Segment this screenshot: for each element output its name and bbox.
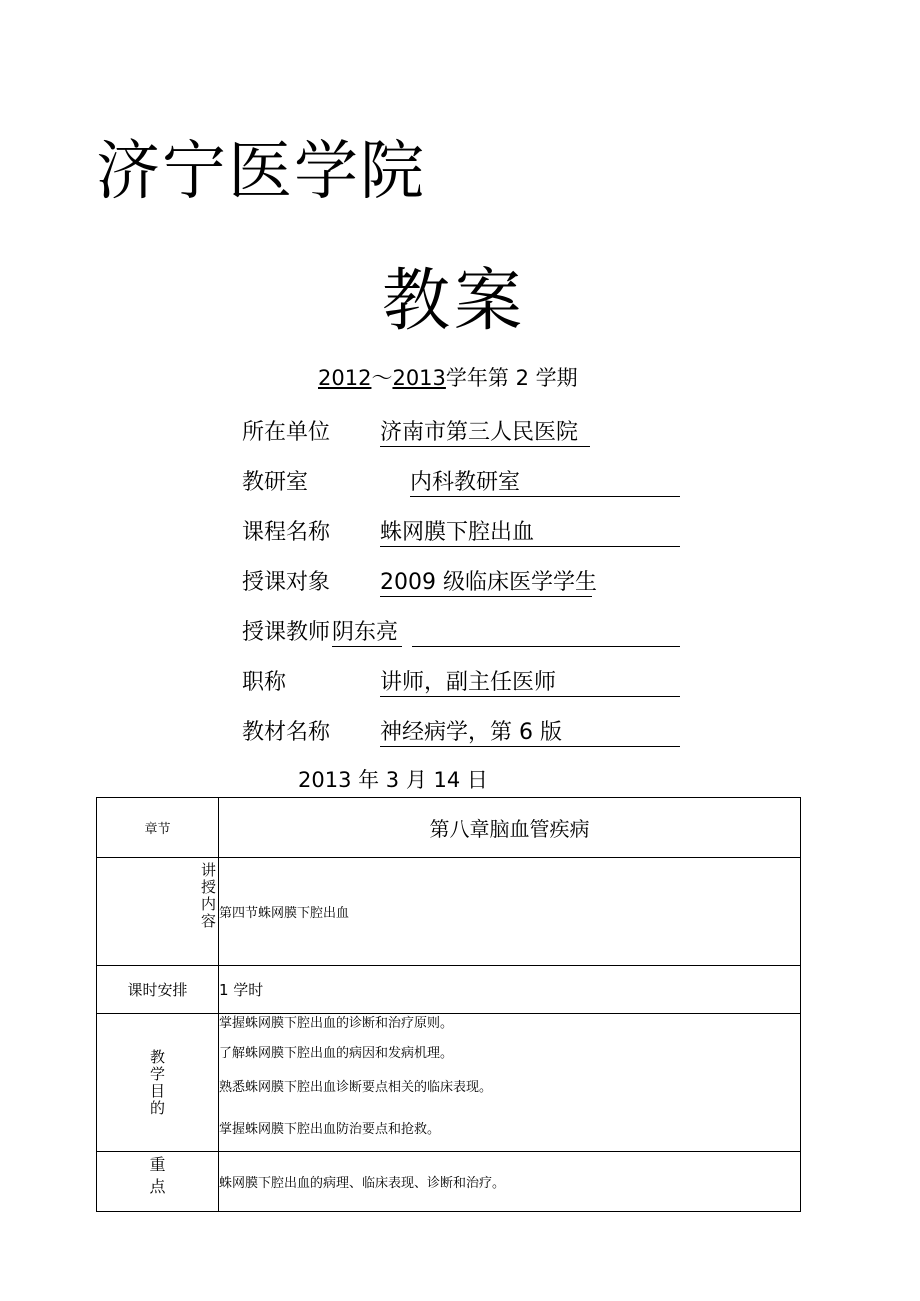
field-value: 济南市第三人民医院 [380,420,579,445]
field-label: 所在单位 [242,420,331,445]
document-title: 教案 [382,262,527,341]
hours-label: 课时安排 [97,966,219,1014]
focus-label: 重点 [149,1155,166,1196]
table-row-hours [97,966,801,1014]
goal-item: 掌握蛛网膜下腔出血防治要点和抢救。 [219,1122,441,1137]
table-row-goals [97,1014,801,1152]
goal-item: 了解蛛网膜下腔出血的病因和发病机理。 [219,1046,454,1061]
content-value: 第四节蛛网膜下腔出血 [219,858,801,966]
field-label: 教材名称 [242,720,331,745]
chapter-label: 章节 [97,798,219,858]
focus-cell [97,1152,219,1212]
field-underline-tail [412,618,680,647]
lesson-date: 2013 年 3 月 14 日 [298,768,488,792]
table-row-focus [97,1152,801,1212]
field-label: 授课对象 [242,570,331,595]
hours-value: 1 学时 [219,966,801,1014]
focus-value: 蛛网膜下腔出血的病理、临床表现、诊断和治疗。 [219,1152,801,1212]
content-cell [97,858,219,966]
academic-term [318,368,578,389]
field-label: 授课教师 [242,620,331,645]
goal-item: 熟悉蛛网膜下腔出血诊断要点相关的临床表现。 [219,1080,493,1095]
lesson-plan-table [96,797,801,1212]
field-label: 课程名称 [242,520,331,545]
field-value: 蛛网膜下腔出血 [380,520,535,545]
field-value: 讲师，副主任医师 [380,670,557,695]
table-row-content [97,858,801,966]
table-row-chapter [97,798,801,858]
term-suffix: 学年第 2 学期 [445,366,578,390]
field-value: 神经病学，第 6 版 [380,720,562,745]
goals-label: 教学目的 [149,1047,165,1117]
field-value: 阴东亮 [332,620,399,645]
term-year-start: 2012 [318,366,372,390]
school-name: 济宁医学院 [96,135,426,209]
field-label: 教研室 [242,470,309,495]
goal-item: 掌握蛛网膜下腔出血的诊断和治疗原则。 [219,1016,454,1031]
term-year-end: 2013 [392,366,446,390]
field-value: 2009 级临床医学学生 [380,570,597,595]
chapter-value: 第八章脑血管疾病 [219,798,801,858]
term-year-separator: ～ [371,366,393,390]
goals-list [219,1014,801,1152]
content-label: 讲授内容 [200,861,216,930]
goals-cell [97,1014,219,1152]
field-value: 内科教研室 [410,470,521,495]
field-label: 职称 [242,670,287,695]
